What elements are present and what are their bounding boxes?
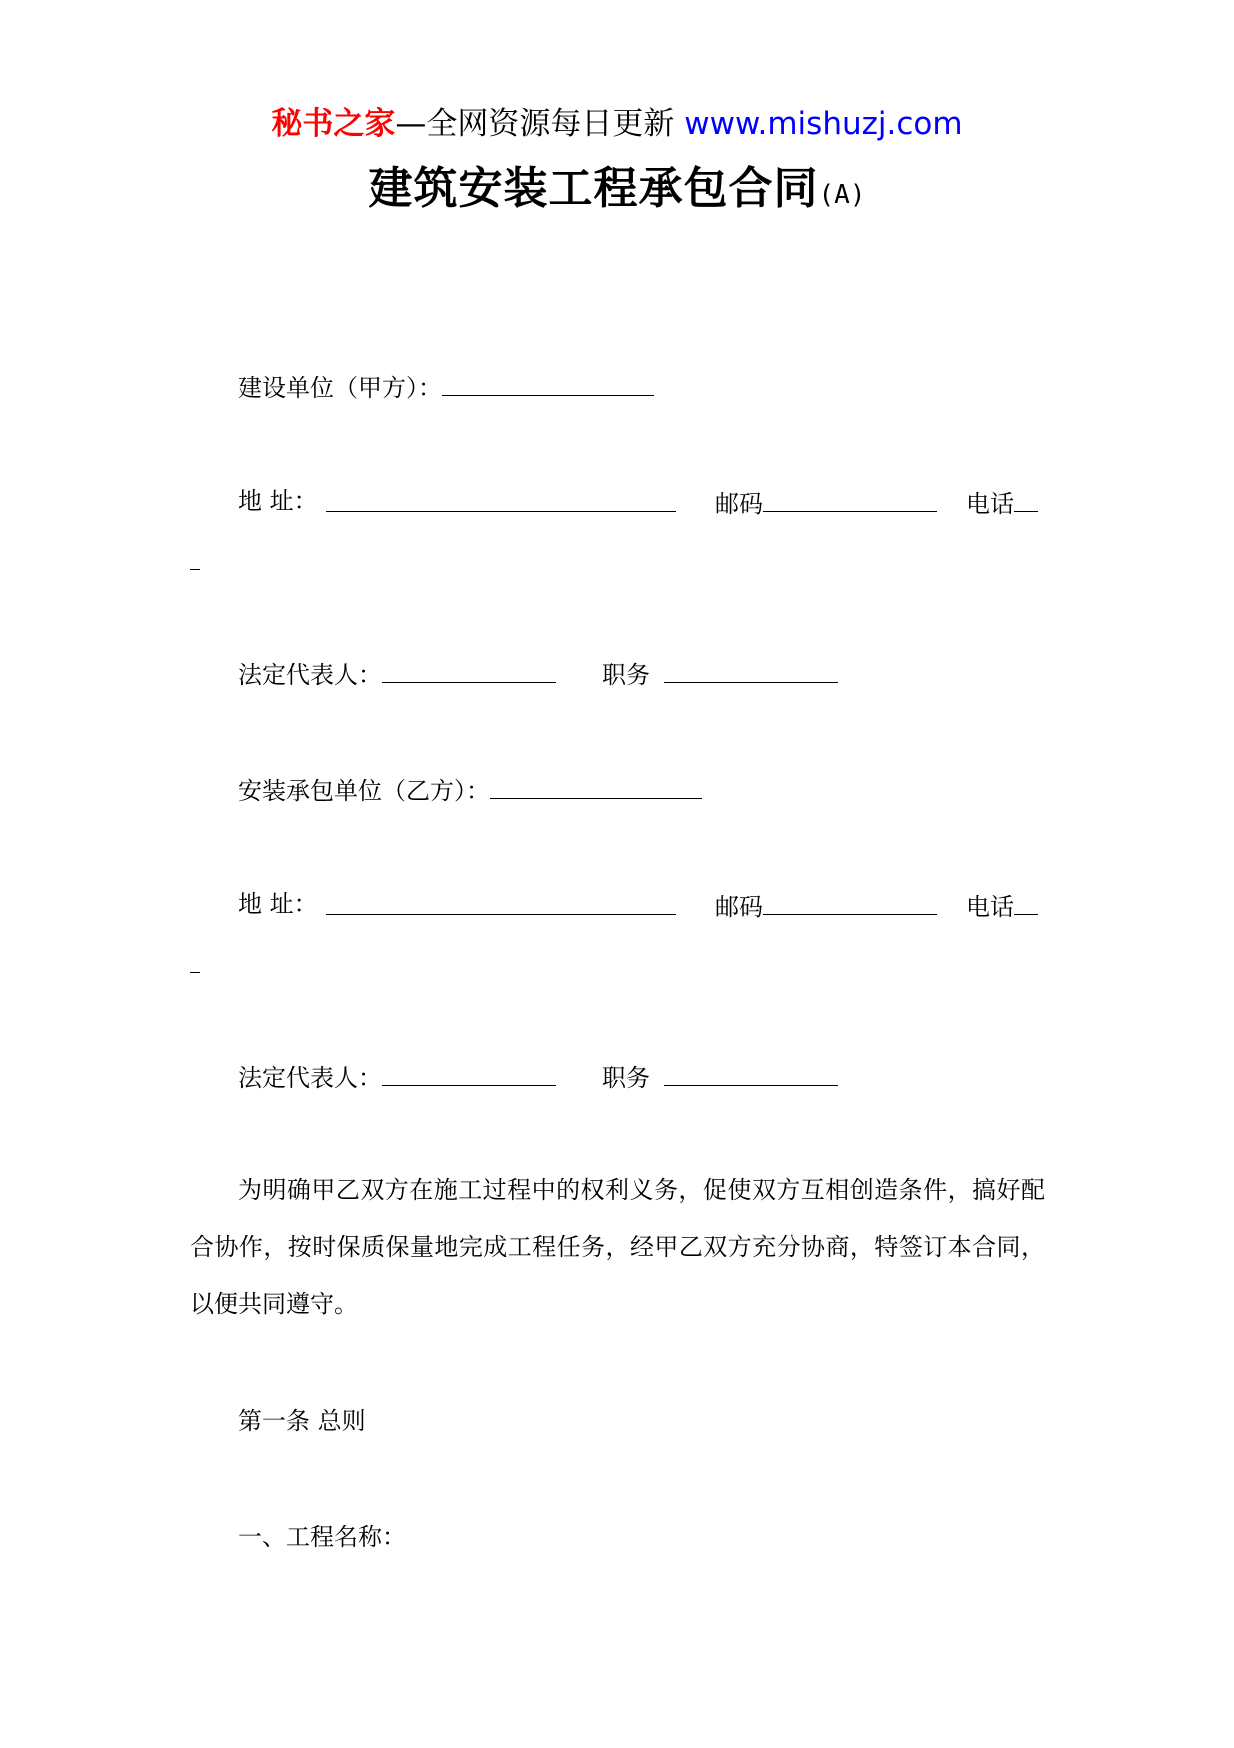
party-a-phone-line (966, 485, 1038, 520)
party-b-unit-line (238, 772, 702, 807)
party-a-phone-blank[interactable] (1014, 485, 1038, 512)
title-main: 建筑安装工程承包合同 (368, 163, 819, 214)
party-a-address-label: 地 址： (238, 487, 318, 515)
document-title (0, 152, 1234, 216)
party-a-unit-line (238, 369, 654, 404)
party-b-unit-label: 安装承包单位（乙方）： (238, 777, 490, 805)
party-a-position-line (602, 656, 838, 691)
party-b-phone-line (966, 888, 1038, 923)
site-url-link[interactable]: www.mishuzj.com (684, 106, 963, 142)
party-b-address-label: 地 址： (238, 890, 318, 918)
party-b-position-label: 职务 (602, 1064, 650, 1092)
site-banner (0, 104, 1234, 144)
party-a-unit-label: 建设单位（甲方）： (238, 374, 442, 402)
party-b-position-blank[interactable] (664, 1059, 838, 1086)
preamble-paragraph: 为明确甲乙双方在施工过程中的权利义务，促使双方互相创造条件，搞好配合协作，按时保质保量地完成工程任务，经甲乙双方充分协商，特签订本合同，以便共同遵守。 (190, 1176, 1045, 1318)
party-a-postcode-line (715, 485, 937, 520)
party-a-position-label: 职务 (602, 661, 650, 689)
party-b-phone-blank[interactable] (1014, 888, 1038, 915)
party-b-legal-rep-line (238, 1059, 556, 1094)
article-1-heading: 第一条 总则 (238, 1407, 366, 1435)
party-b-address-label-line (238, 888, 318, 920)
brand-name: 秘书之家 (271, 106, 396, 142)
party-b-postcode-blank[interactable] (763, 888, 937, 915)
party-b-postcode-line (715, 888, 937, 923)
banner-tagline: —全网资源每日更新 (395, 106, 675, 142)
party-a-legal-rep-blank[interactable] (382, 656, 556, 683)
title-suffix: (A) (818, 180, 866, 210)
party-a-postcode-label: 邮码 (715, 490, 763, 518)
party-a-address-blank[interactable] (326, 485, 676, 512)
item-1-project-name: 一、工程名称： (238, 1523, 406, 1551)
party-a-phone-blank-cont[interactable] (190, 543, 200, 570)
party-b-postcode-label: 邮码 (715, 893, 763, 921)
party-b-legal-rep-label: 法定代表人： (238, 1064, 382, 1092)
party-a-legal-rep-line (238, 656, 556, 691)
party-b-address-blank[interactable] (326, 888, 676, 915)
party-a-legal-rep-label: 法定代表人： (238, 661, 382, 689)
party-b-position-line (602, 1059, 838, 1094)
party-a-address-label-line (238, 485, 318, 517)
party-a-phone-label: 电话 (966, 490, 1014, 518)
party-a-unit-blank[interactable] (442, 369, 654, 396)
party-b-legal-rep-blank[interactable] (382, 1059, 556, 1086)
party-a-postcode-blank[interactable] (763, 485, 937, 512)
party-b-unit-blank[interactable] (490, 772, 702, 799)
party-b-phone-blank-cont[interactable] (190, 946, 200, 973)
party-b-phone-label: 电话 (966, 893, 1014, 921)
party-a-position-blank[interactable] (664, 656, 838, 683)
